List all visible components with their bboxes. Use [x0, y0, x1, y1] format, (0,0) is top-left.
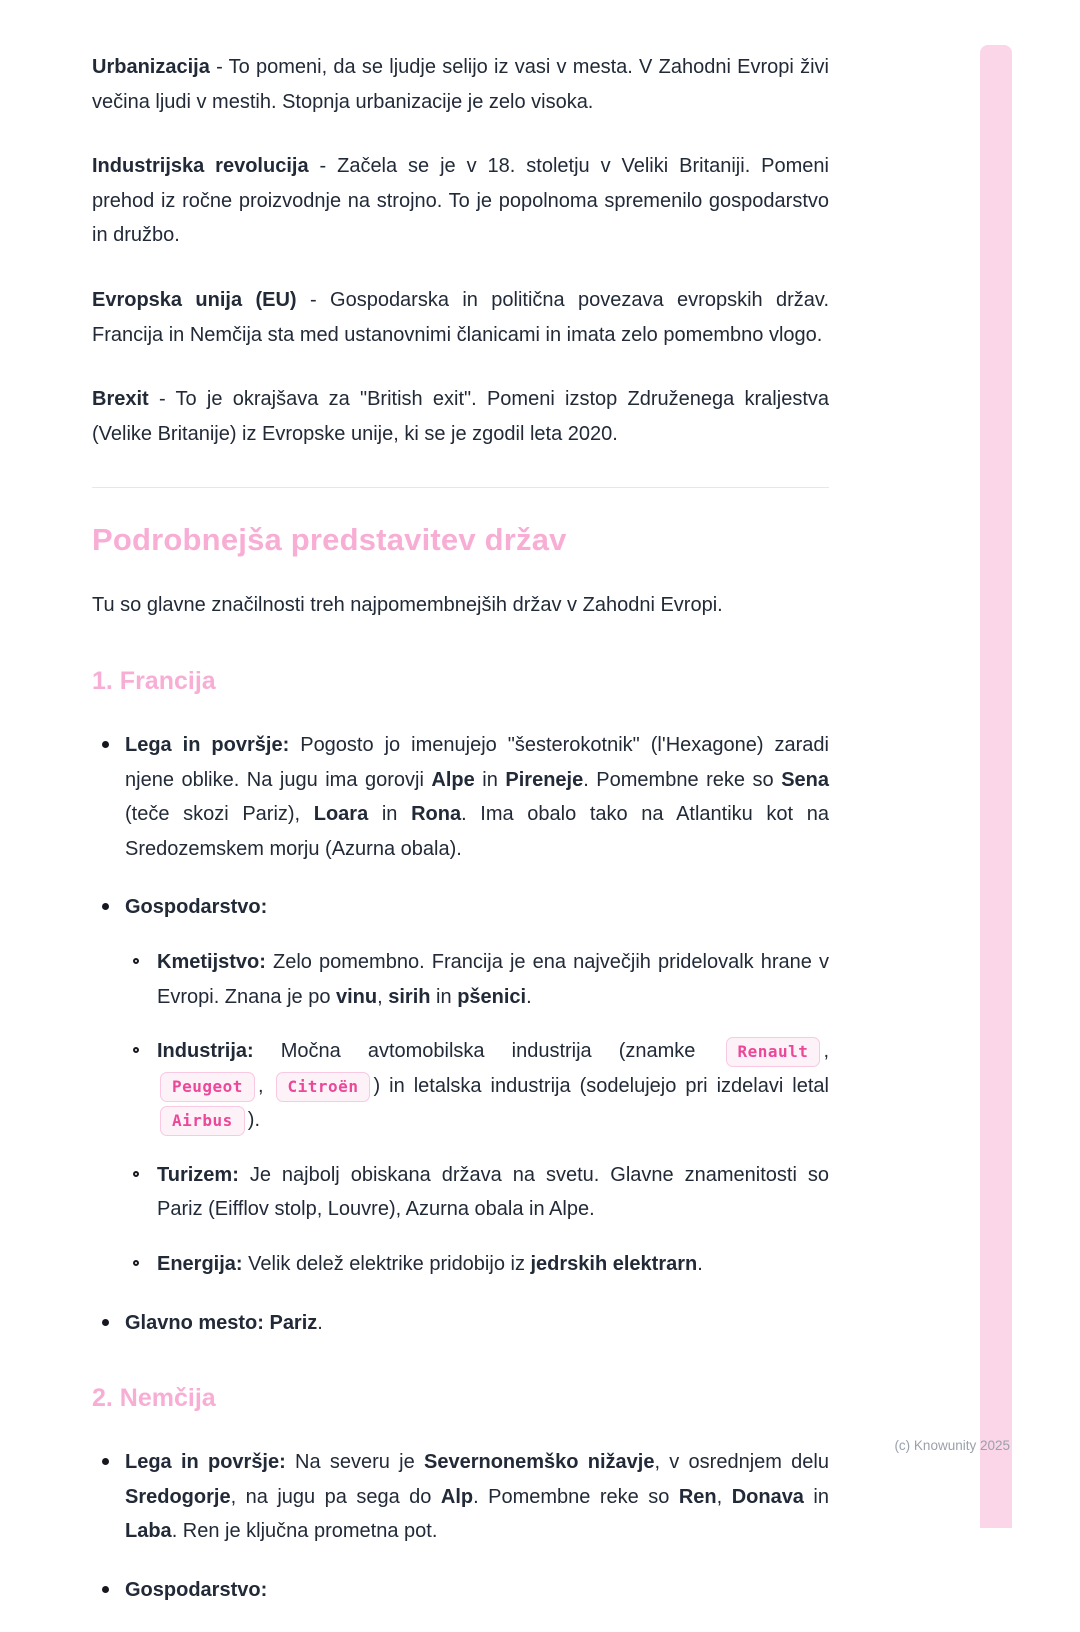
text-run: . Pomembne reke so	[473, 1485, 679, 1508]
text-run: in	[474, 768, 506, 791]
bold-text: Sredogorje	[125, 1485, 231, 1508]
bold-text: Evropska unija (EU)	[92, 288, 297, 311]
text-run: ,	[377, 985, 389, 1008]
subsection-heading: 1. Francija	[92, 666, 216, 695]
text-run: Močna avtomobilska industrija (znamke	[253, 1040, 723, 1063]
document-content	[92, 50, 829, 1632]
bold-text: Turizem:	[157, 1163, 239, 1186]
sub-bullet-marker-icon	[133, 1260, 139, 1266]
bullet-list	[92, 728, 829, 1340]
side-scroll-strip[interactable]	[980, 45, 1012, 1528]
sub-bullet-marker-icon	[133, 958, 139, 964]
bold-text: Donava	[731, 1485, 804, 1508]
text-run: Na severu je	[285, 1451, 424, 1474]
bold-text: Alpe	[431, 768, 475, 791]
text-run: - To pomeni, da se ljudje selijo iz vasi v mesta. V Zahodni Evropi živi večina ljudi v mestih. Stopnja urbanizacije je zelo visoka.	[92, 56, 829, 113]
sub-list-item	[124, 945, 829, 1014]
bold-text: Pireneje	[505, 768, 584, 791]
list-item-group	[92, 1573, 829, 1608]
text-run: . Ren je ključna prometna pot.	[171, 1520, 438, 1543]
bold-text: Sena	[781, 768, 829, 791]
bold-text: Industrijska revolucija	[92, 155, 309, 178]
text-run: ).	[247, 1109, 261, 1132]
bold-text: Lega in površje:	[125, 1451, 286, 1474]
bold-text: Kmetijstvo:	[157, 950, 266, 973]
bold-text: Energija:	[157, 1253, 243, 1276]
text-run: ,	[823, 1040, 829, 1063]
text-run: . Ima obalo tako na Atlantiku kot na Sredozemskem morju (Azurna obala).	[125, 803, 829, 860]
text-run: - Gospodarska in politična povezava evropskih držav. Francija in Nemčija sta med ustanovnimi članicami in imata zelo pomembno vlogo.	[92, 288, 830, 346]
bold-text: pšenici	[457, 985, 527, 1008]
bold-text: Urbanizacija	[92, 56, 210, 78]
bold-text: Gospodarstvo:	[125, 1579, 268, 1602]
text-run: in	[368, 803, 412, 826]
bullet-marker-icon	[102, 903, 109, 910]
bold-text: Laba	[125, 1520, 172, 1543]
paragraph	[92, 50, 829, 119]
bullet-marker-icon	[102, 741, 109, 748]
bullet-marker-icon	[102, 1319, 109, 1326]
subsection-heading: 2. Nemčija	[92, 1384, 216, 1413]
list-item	[92, 1573, 829, 1608]
bold-text: Ren	[678, 1485, 717, 1508]
text-run: - Začela se je v 18. stoletju v Veliki Britaniji. Pomeni prehod iz ročne proizvodnje na strojno. To je popolnoma spremenilo gospodarstvo in družbo.	[92, 155, 829, 247]
code-chip: Citroën	[276, 1072, 371, 1102]
text-run: in	[430, 985, 458, 1008]
bold-text: jedrskih elektrarn	[530, 1253, 698, 1276]
text-run: Velik delež elektrike pridobijo iz	[242, 1253, 531, 1276]
text-run: .	[317, 1311, 323, 1334]
copyright-watermark: (c) Knowunity 2025	[894, 1438, 1010, 1453]
list-item	[92, 1445, 829, 1549]
bullet-list	[92, 1445, 829, 1607]
text-run: .	[697, 1253, 703, 1276]
bullet-marker-icon	[102, 1458, 109, 1465]
bold-text: Industrija:	[157, 1040, 254, 1063]
list-item-group	[92, 728, 829, 866]
sub-list-item	[124, 1158, 829, 1227]
text-run: , v osrednjem delu	[654, 1451, 829, 1474]
list-item	[92, 728, 829, 866]
list-item-group	[92, 890, 829, 1281]
section-heading: Podrobnejša predstavitev držav	[92, 522, 567, 558]
sub-list-item	[124, 1247, 829, 1282]
bold-text: Alp	[440, 1485, 474, 1508]
section-divider	[92, 487, 829, 488]
bold-text: sirih	[388, 985, 431, 1008]
text-run: ,	[716, 1485, 732, 1508]
paragraph	[92, 283, 829, 352]
code-chip: Renault	[726, 1037, 821, 1067]
text-run: Tu so glavne značilnosti treh najpomembnejših držav v Zahodni Evropi.	[92, 594, 723, 617]
paragraph	[92, 588, 829, 623]
code-chip: Airbus	[160, 1106, 245, 1136]
text-run: (teče skozi Pariz),	[125, 803, 314, 826]
bullet-marker-icon	[102, 1586, 109, 1593]
bold-text: Brexit	[92, 388, 149, 411]
bold-text: Severnonemško nižavje	[423, 1451, 655, 1474]
list-item-group	[92, 1306, 829, 1341]
list-item-group	[92, 1445, 829, 1549]
bold-text: Lega in površje:	[125, 733, 290, 756]
code-chip: Peugeot	[160, 1072, 255, 1102]
sub-list-item	[124, 1034, 829, 1138]
paragraph	[92, 382, 829, 451]
text-run: Zelo pomembno. Francija je ena največjih pridelovalk hrane v Evropi. Znana je po	[157, 950, 829, 1008]
bold-text: Rona	[411, 803, 462, 826]
list-item	[92, 890, 829, 925]
text-run: - To je okrajšava za "British exit". Pomeni izstop Združenega kraljestva (Velike Britanije) iz Evropske unije, ki se je zgodil leta 2020.	[92, 388, 829, 445]
text-run: Je najbolj obiskana država na svetu. Glavne znamenitosti so Pariz (Eifflov stolp, Louvre), Azurna obala in Alpe.	[157, 1163, 829, 1221]
text-run: . Pomembne reke so	[583, 768, 782, 791]
text-run: Pogosto jo imenujejo "šesterokotnik" (l'Hexagone) zaradi njene oblike. Na jugu ima gorovji	[125, 733, 829, 791]
bold-text: vinu	[336, 985, 378, 1008]
bold-text: Glavno mesto: Pariz	[125, 1311, 318, 1334]
paragraph	[92, 149, 829, 253]
bold-text: Gospodarstvo:	[125, 896, 268, 919]
sub-bullet-marker-icon	[133, 1171, 139, 1177]
text-run: in	[803, 1485, 829, 1508]
text-run: , na jugu pa sega do	[230, 1485, 441, 1508]
bold-text: Loara	[313, 803, 369, 826]
text-run: ) in letalska industrija (sodelujejo pri izdelavi letal	[373, 1074, 829, 1097]
text-run: ,	[257, 1074, 273, 1097]
list-item	[92, 1306, 829, 1341]
text-run: .	[526, 985, 532, 1008]
sub-bullet-marker-icon	[133, 1047, 139, 1053]
